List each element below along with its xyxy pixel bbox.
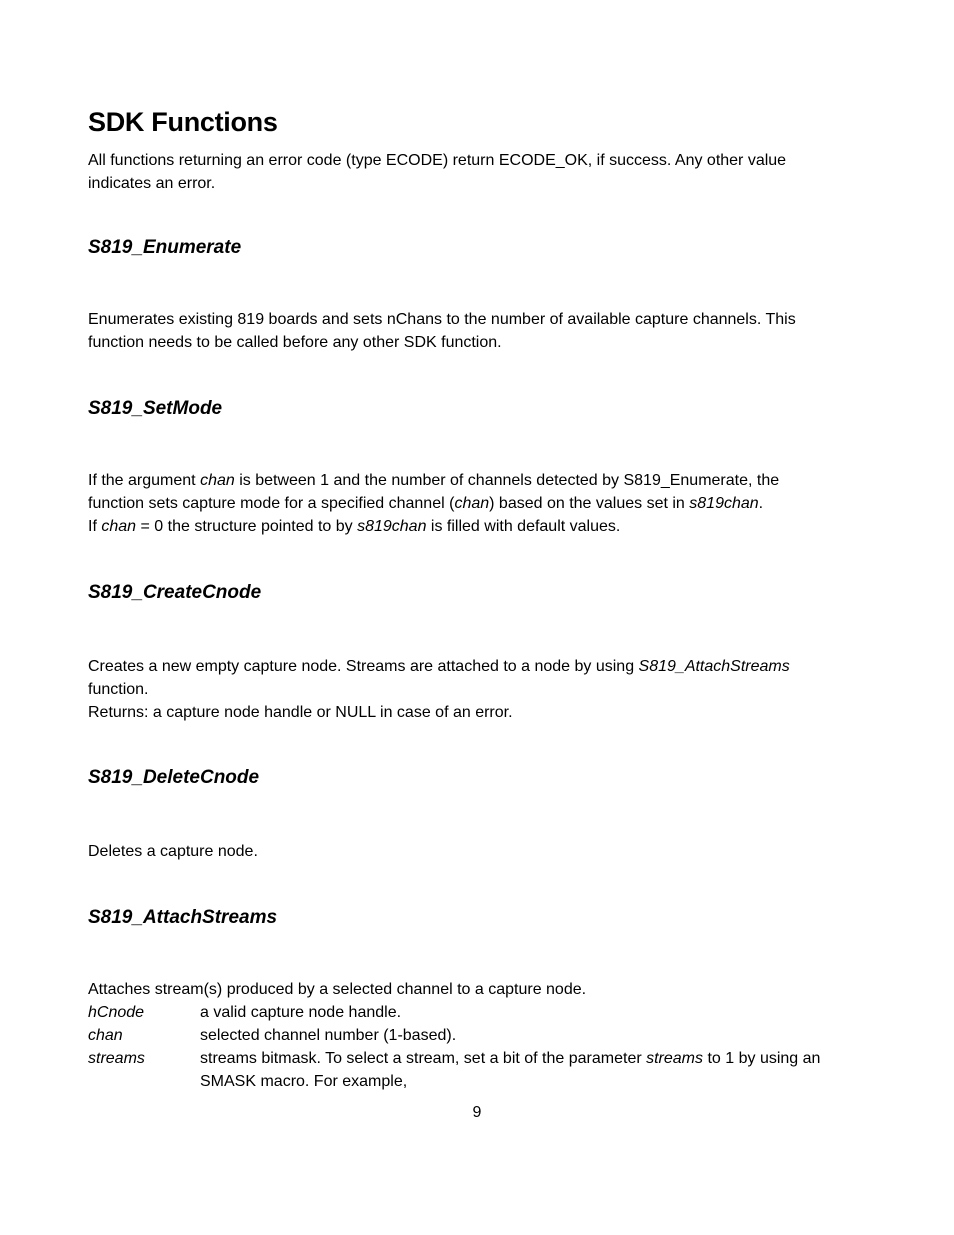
section-heading-setmode: S819_SetMode [88,398,223,419]
section-heading-createcnode: S819_CreateCnode [88,582,262,603]
param-name: streams [88,1050,145,1067]
param-description: selected channel number (1-based). [200,1027,457,1044]
page-number: 9 [472,1104,482,1121]
param-name: chan [88,1027,123,1044]
intro-paragraph: All functions returning an error code (type ECODE) return ECODE_OK, if success. Any other value indicates an error. [88,152,787,192]
section-heading-deletecnode: S819_DeleteCnode [88,767,260,788]
page-title: SDK Functions [88,107,278,137]
createcnode-description: Creates a new empty capture node. Streams are attached to a node by using S819_AttachStreams function. Returns: a capture node handle or NULL in case of an error. [88,658,790,721]
param-description: a valid capture node handle. [200,1004,402,1021]
param-description: streams bitmask. To select a stream, set a bit of the parameter streams to 1 by using an SMASK macro. For example, [200,1050,821,1090]
param-name: hCnode [88,1004,145,1021]
setmode-description: If the argument chan is between 1 and the number of channels detected by S819_Enumerate, the function sets capture mode for a specified channel (chan) based on the values set in s819chan. If chan = 0 the structure pointed to by s819chan is filled with default values. [88,472,780,535]
enumerate-description: Enumerates existing 819 boards and sets nChans to the number of available capture channels. This function needs to be called before any other SDK function. [88,311,796,351]
deletecnode-description: Deletes a capture node. [88,843,258,860]
attachstreams-description: Attaches stream(s) produced by a selected channel to a capture node. [88,981,587,998]
section-heading-attachstreams: S819_AttachStreams [88,907,278,928]
section-heading-enumerate: S819_Enumerate [88,237,242,258]
